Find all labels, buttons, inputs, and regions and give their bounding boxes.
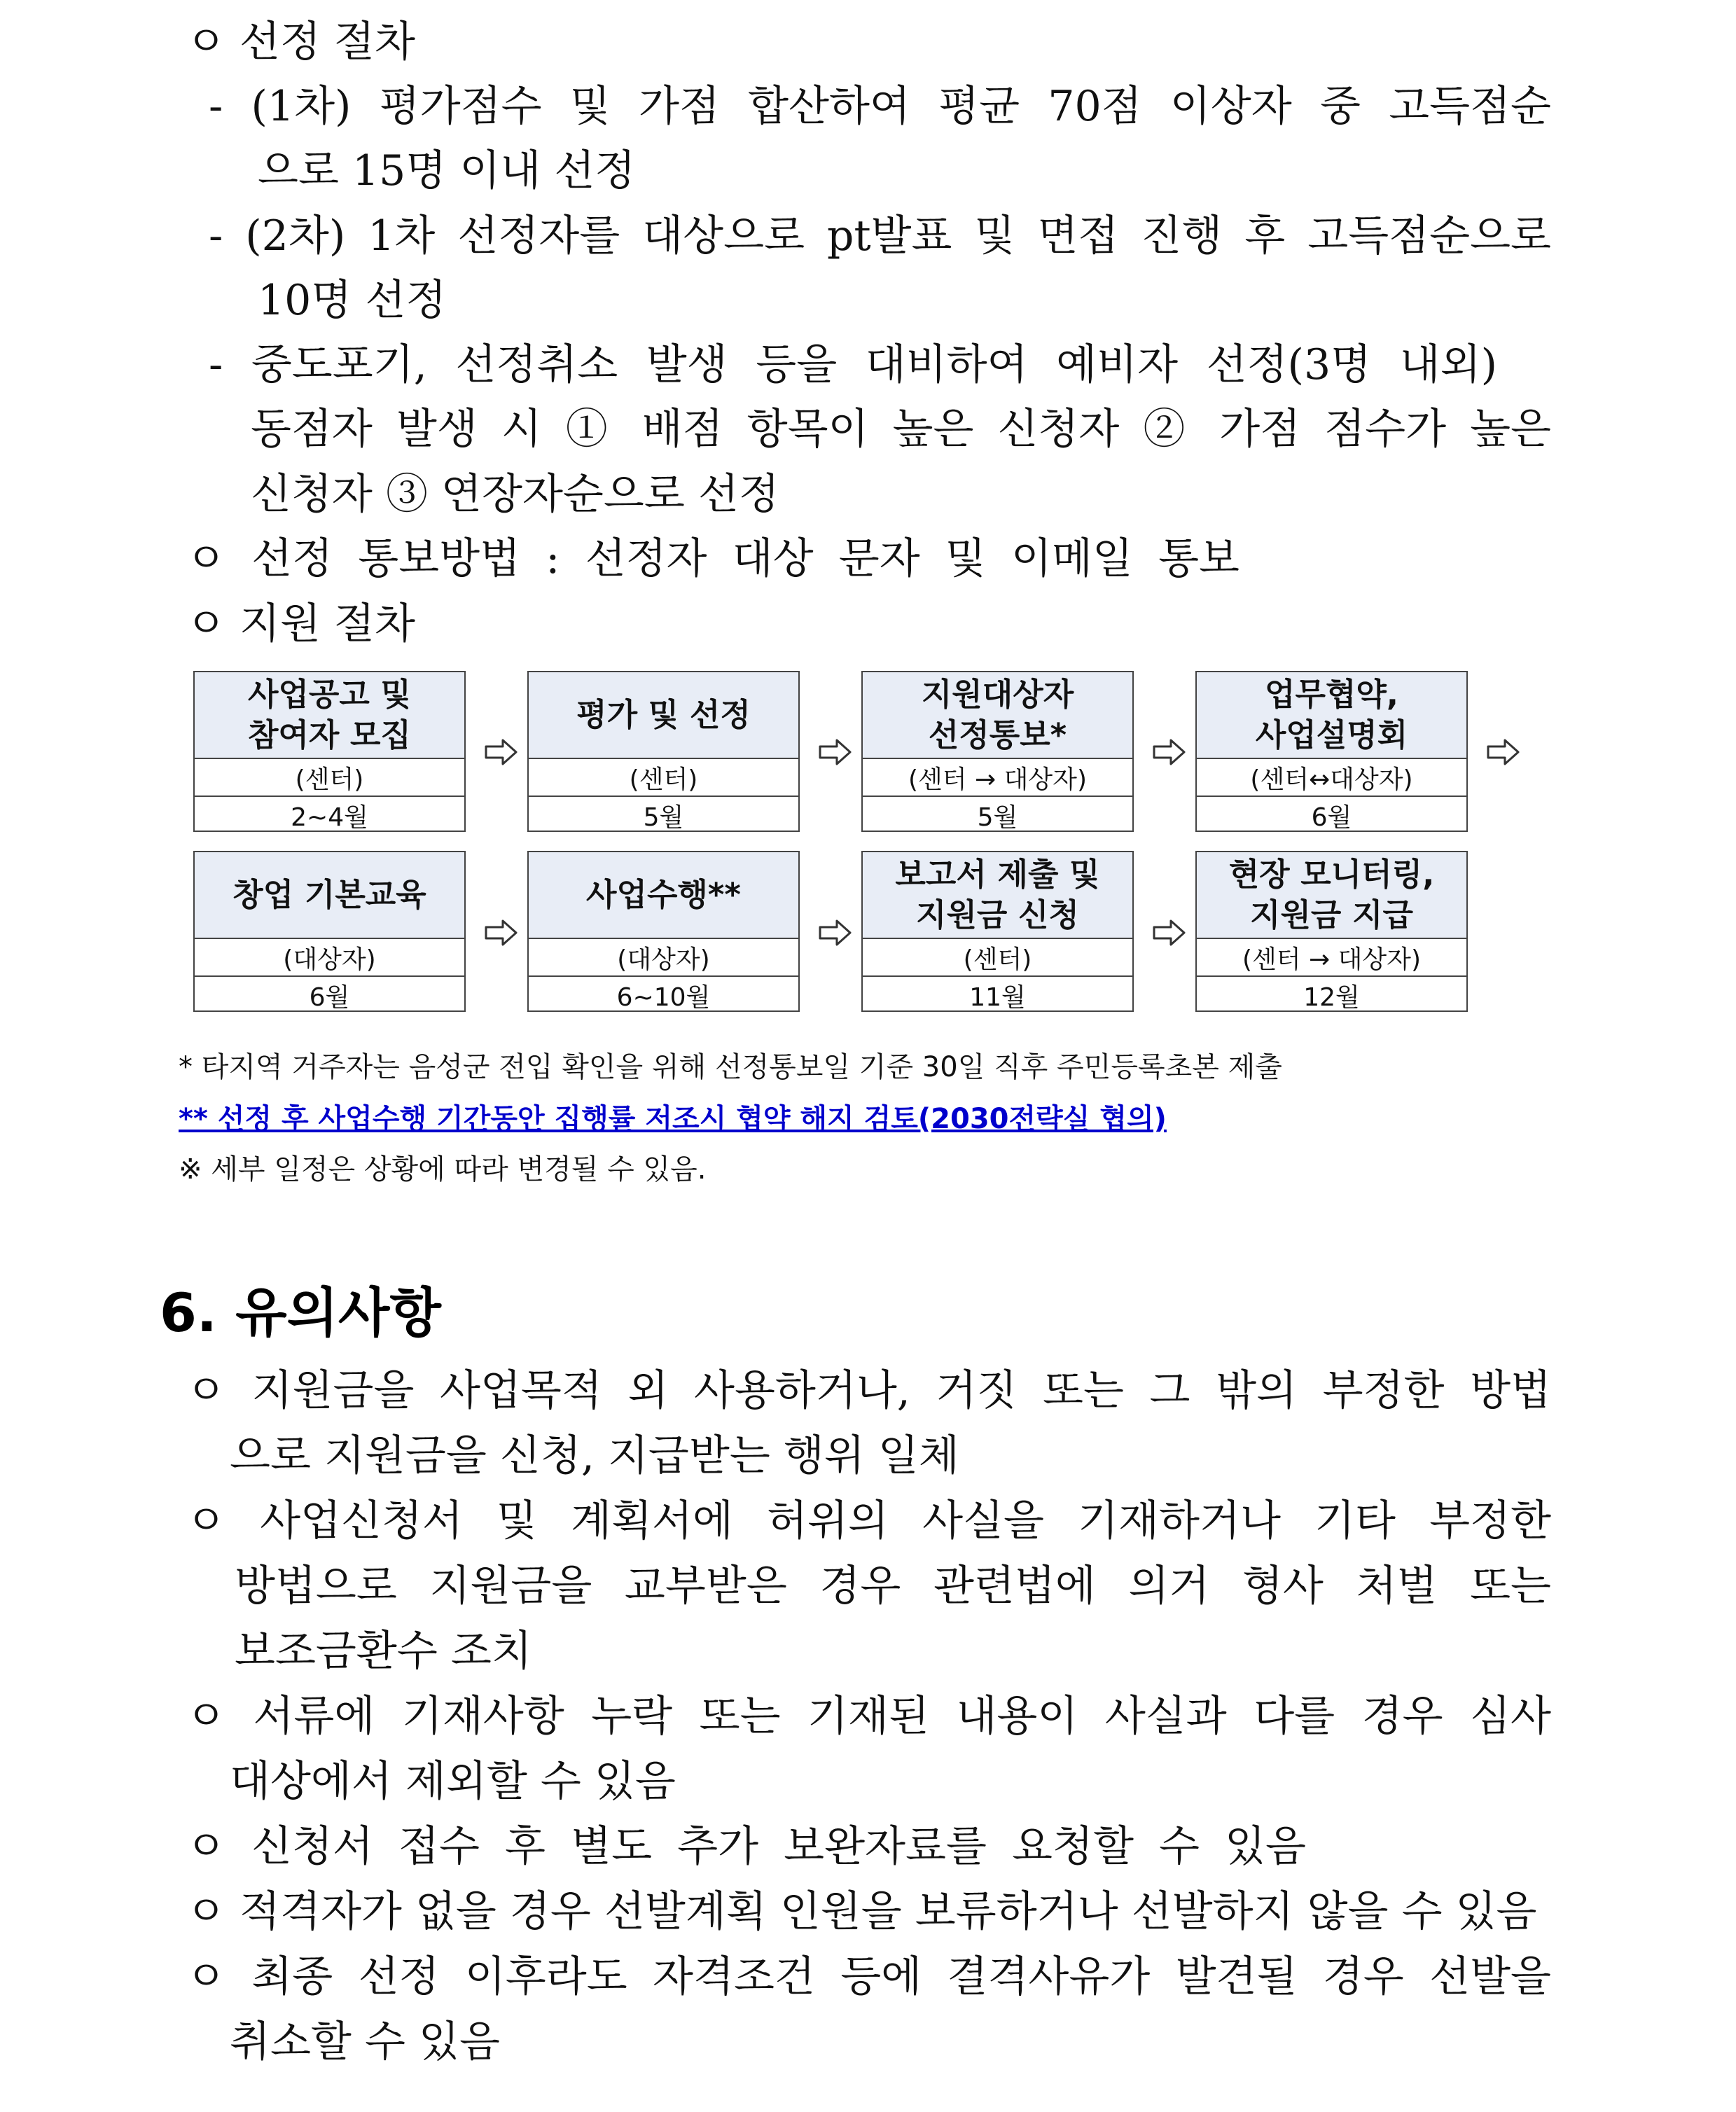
caution-2-line-3: 보조금환수 조치 (235, 1627, 532, 1676)
footnote-schedule-change: ※ 세부 일정은 상황에 따라 변경될 수 있음. (179, 1153, 707, 1186)
flow-step-actor: (센터 → 대상자) (863, 759, 1132, 797)
flow-step-title: 업무협약, 사업설명회 (1197, 672, 1466, 759)
flow-step-actor: (센터) (863, 939, 1132, 977)
caution-3-line-1: ㅇ 서류에 기재사항 누락 또는 기재된 내용이 사실과 다를 경우 심사 (186, 1692, 1551, 1741)
caution-6-line-2: 취소할 수 있음 (230, 2017, 500, 2066)
flow-step-agreement (1195, 671, 1468, 832)
flow-step-education (193, 851, 466, 1012)
flow-step-period: 6월 (1311, 803, 1352, 832)
flow-step-report (861, 851, 1134, 1012)
caution-5: ㅇ 적격자가 없을 경우 선발계획 인원을 보류하거나 선발하지 않을 수 있음 (186, 1887, 1537, 1936)
caution-1-line-1: ㅇ 지원금을 사업목적 외 사용하거나, 거짓 또는 그 밖의 부정한 방법 (186, 1366, 1551, 1415)
caution-2-line-2: 방법으로 지원금을 교부받은 경우 관련법에 의거 형사 처벌 또는 (235, 1562, 1551, 1611)
flow-step-actor: (센터) (529, 759, 798, 797)
right-arrow-icon (1487, 738, 1520, 766)
procedure-item-3-line-3: 신청자 ③ 연장자순으로 선정 (251, 470, 779, 519)
footnote-residence: * 타지역 거주자는 음성군 전입 확인을 위해 선정통보일 기준 30일 직후 주민등록초본 제출 (179, 1051, 1282, 1083)
right-arrow-icon (819, 919, 852, 947)
flow-step-actor: (대상자) (195, 939, 464, 977)
flow-step-period: 6~10월 (616, 982, 711, 1012)
flow-step-title: 지원대상자 선정통보* (863, 672, 1132, 759)
section-6-title: 6. 유의사항 (160, 1281, 441, 1344)
procedure-item-2-line-1: - (2차) 1차 선정자를 대상으로 pt발표 및 면접 진행 후 고득점순으로 (209, 211, 1551, 260)
right-arrow-icon (1153, 919, 1186, 947)
caution-2-line-1: ㅇ 사업신청서 및 계획서에 허위의 사실을 기재하거나 기타 부정한 (186, 1496, 1551, 1545)
notification-method: ㅇ 선정 통보방법 : 선정자 대상 문자 및 이메일 통보 (186, 534, 1239, 583)
flow-step-actor: (센터 → 대상자) (1197, 939, 1466, 977)
flow-step-title: 현장 모니터링, 지원금 지급 (1197, 852, 1466, 939)
flow-step-period: 5월 (643, 803, 684, 832)
caution-4: ㅇ 신청서 접수 후 별도 추가 보완자료를 요청할 수 있음 (186, 1822, 1306, 1871)
right-arrow-icon (819, 738, 852, 766)
caution-1-line-2: 으로 지원금을 신청, 지급받는 행위 일체 (230, 1431, 959, 1480)
flow-step-announcement (193, 671, 466, 832)
flow-step-execution (527, 851, 800, 1012)
right-arrow-icon (485, 738, 518, 766)
flow-step-actor: (센터) (195, 759, 464, 797)
flow-step-title: 사업수행** (529, 852, 798, 939)
flow-step-period: 2~4월 (291, 803, 368, 832)
flow-step-period: 12월 (1303, 982, 1360, 1012)
flow-step-title: 사업공고 및 참여자 모집 (195, 672, 464, 759)
flow-step-title: 창업 기본교육 (195, 852, 464, 939)
flow-step-period: 6월 (309, 982, 350, 1012)
right-arrow-icon (485, 919, 518, 947)
flow-step-period: 5월 (977, 803, 1018, 832)
flow-step-period: 11월 (969, 982, 1026, 1012)
flow-step-title: 보고서 제출 및 지원금 신청 (863, 852, 1132, 939)
footnote-termination: ** 선정 후 사업수행 기간동안 집행률 저조시 협약 해지 검토(2030전략실 협의) (179, 1103, 1167, 1135)
selection-procedure-heading: ㅇ 선정 절차 (186, 18, 415, 67)
procedure-item-3-line-1: - 중도포기, 선정취소 발생 등을 대비하여 예비자 선정(3명 내외) (209, 340, 1497, 389)
flow-step-notification (861, 671, 1134, 832)
right-arrow-icon (1153, 738, 1186, 766)
procedure-item-1-line-2: 으로 15명 이내 선정 (258, 146, 636, 195)
flow-step-title: 평가 및 선정 (529, 672, 798, 759)
flow-step-monitoring (1195, 851, 1468, 1012)
caution-6-line-1: ㅇ 최종 선정 이후라도 자격조건 등에 결격사유가 발견될 경우 선발을 (186, 1952, 1551, 2001)
flow-step-actor: (대상자) (529, 939, 798, 977)
caution-3-line-2: 대상에서 제외할 수 있음 (230, 1757, 676, 1806)
flow-step-actor: (센터↔대상자) (1197, 759, 1466, 797)
procedure-item-1-line-1: - (1차) 평가점수 및 가점 합산하여 평균 70점 이상자 중 고득점순 (209, 82, 1551, 131)
flow-step-evaluation (527, 671, 800, 832)
support-procedure-heading: ㅇ 지원 절차 (186, 599, 415, 648)
procedure-item-3-line-2: 동점자 발생 시 ① 배점 항목이 높은 신청자 ② 가점 점수가 높은 (251, 405, 1551, 454)
procedure-item-2-line-2: 10명 선정 (258, 276, 447, 325)
